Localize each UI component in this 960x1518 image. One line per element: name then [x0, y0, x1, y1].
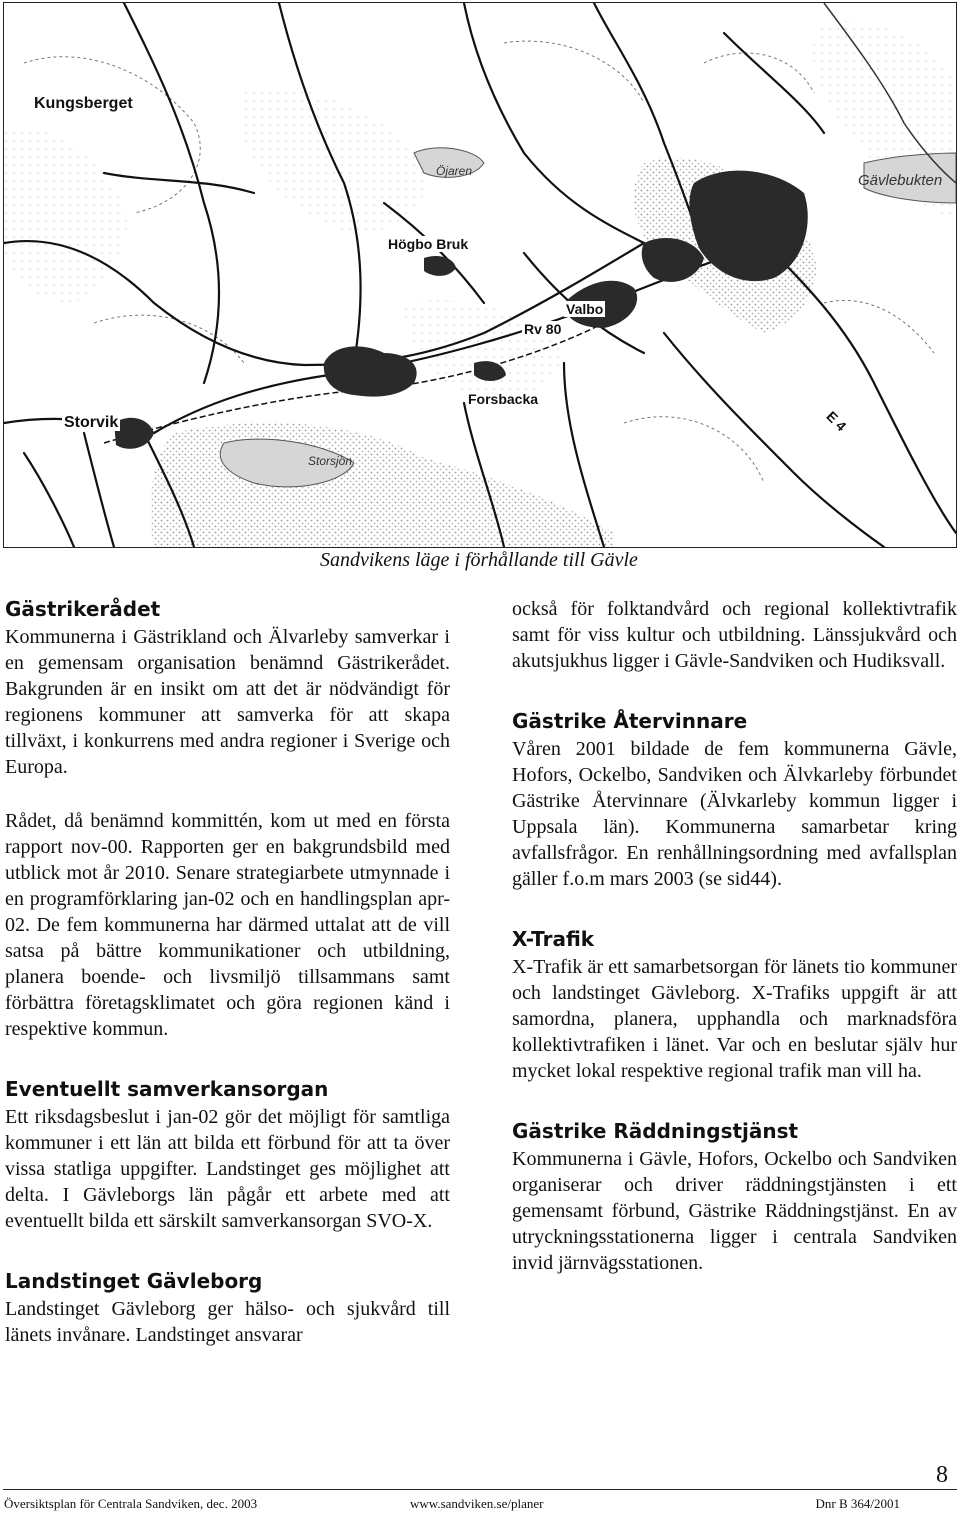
paragraph: också för folktandvård och regional kollektivtrafik samt för viss kultur och utbildning. Länssjukvård och akutsjukhus ligger i Gävle-Sandviken och Hudiksvall. — [512, 598, 957, 672]
heading-x-trafik: X-Trafik — [512, 927, 595, 951]
location-map — [3, 2, 957, 548]
map-label-rv80: Rv 80 — [524, 321, 562, 337]
paragraph: Ett riksdagsbeslut i jan-02 gör det möjligt för samtliga kommuner i ett län att bilda ett förbund för att ta över vissa statliga uppgifter. Landstinget ges möjlighet att delta. I Gävleborgs län pågår ett arbete med att eventuellt bilda ett särskilt samverkansorgan SVO-X. — [5, 1106, 450, 1232]
map-label-gavlebukten: Gävlebukten — [858, 172, 943, 189]
footer-url[interactable]: www.sandviken.se/planer — [410, 1496, 544, 1511]
map-graphic — [4, 3, 956, 547]
heading-landstinget: Landstinget Gävleborg — [5, 1269, 263, 1293]
terrain-area — [244, 88, 426, 233]
right-column — [512, 596, 957, 1276]
terrain-area — [4, 128, 127, 303]
footer-reference-number: Dnr B 364/2001 — [815, 1496, 900, 1511]
map-label-forsbacka: Forsbacka — [468, 391, 539, 407]
paragraph: X-Trafik är ett samarbetsorgan för länets tio kommuner och landstinget Gävleborg. X-Trafiks uppgift är att samordna, planera, upphandla och marknadsföra kollektivtrafiken i länet. Var och en beslutar själv hur mycket lokal respektive regional trafik man vill ha. — [512, 956, 957, 1082]
map-label-valbo: Valbo — [566, 301, 604, 317]
footer-rule — [3, 1489, 957, 1490]
paragraph: Landstinget Gävleborg ger hälso- och sjukvård till länets invånare. Landstinget ansvarar — [5, 1298, 450, 1346]
heading-gastrike-atervinnare: Gästrike Återvinnare — [512, 709, 748, 733]
terrain-area — [150, 423, 614, 547]
map-label-storvik: Storvik — [64, 414, 119, 431]
section-landstinget — [5, 1268, 450, 1348]
heading-samverkansorgan: Eventuellt samverkansorgan — [5, 1077, 329, 1101]
paragraph: Kommunerna i Gästrikland och Älvarleby samverkar i en gemensam organisation benämnd Gästrikerådet. Bakgrunden är en insikt om att det är nödvändigt för regionens kommuner att samverka för att skapa tillväxt, i konkurrens med andra regioner i Sverige och Europa. — [5, 626, 450, 778]
page-number: 8 — [936, 1462, 948, 1488]
map-label-hogbo-bruk: Högbo Bruk — [388, 236, 469, 252]
heading-gastrikeradet: Gästrikerådet — [5, 597, 161, 621]
paragraph: Våren 2001 bildade de fem kommunerna Gävle, Hofors, Ockelbo, Sandviken och Älvkarleby förbundet Gästrike Återvinnare (Älvkarleby kommun ligger i Uppsala län). Kommunerna samarbetar kring avfallsfrågor. En renhållningsordning med avfallsplan gäller f.o.m mars 2003 (se sid44). — [512, 738, 957, 890]
page-footer — [0, 1488, 960, 1518]
section-x-trafik — [512, 926, 957, 1084]
paragraph: Rådet, då benämnd kommittén, kom ut med en första rapport nov-00. Rapporten ger en bakgrundsbild med utblick mot år 2010. Senare strategiarbete utmynnade i en programförklaring jan-02 och en handlingsplan apr-02. De fem kommunerna har därmed uttalat att de vill satsa på bättre kommunikationer och utbildning, planera boende- och livsmiljö tillsammans samt förbättra företagsklimatet och göra regionen känd i respektive kommun. — [5, 810, 450, 1040]
map-label-ojaren: Öjaren — [436, 164, 473, 178]
map-label-storsjon: Storsjön — [308, 454, 353, 468]
map-label-e4: E 4 — [823, 407, 850, 435]
section-gastrikeradet — [5, 596, 450, 1042]
left-column — [5, 596, 450, 1348]
section-samverkansorgan — [5, 1076, 450, 1234]
map-caption: Sandvikens läge i förhållande till Gävle — [320, 549, 638, 571]
map-label-kungsberget: Kungsberget — [34, 95, 133, 112]
heading-gastrike-raddningstjanst: Gästrike Räddningstjänst — [512, 1119, 799, 1143]
urban-sandviken — [324, 346, 417, 396]
paragraph: Kommunerna i Gävle, Hofors, Ockelbo och Sandviken organiserar och driver räddningstjänsten i ett gemensamt förbund, Gästrike Räddningstjänst. En av utryckningsstationerna ligger i centrala Sandviken invid järnvägsstationen. — [512, 1148, 957, 1274]
section-raddningstjanst — [512, 1118, 957, 1276]
footer-document-title: Översiktsplan för Centrala Sandviken, dec. 2003 — [4, 1496, 258, 1511]
urban-hogbo — [424, 256, 456, 276]
section-aterinnare — [512, 708, 957, 892]
